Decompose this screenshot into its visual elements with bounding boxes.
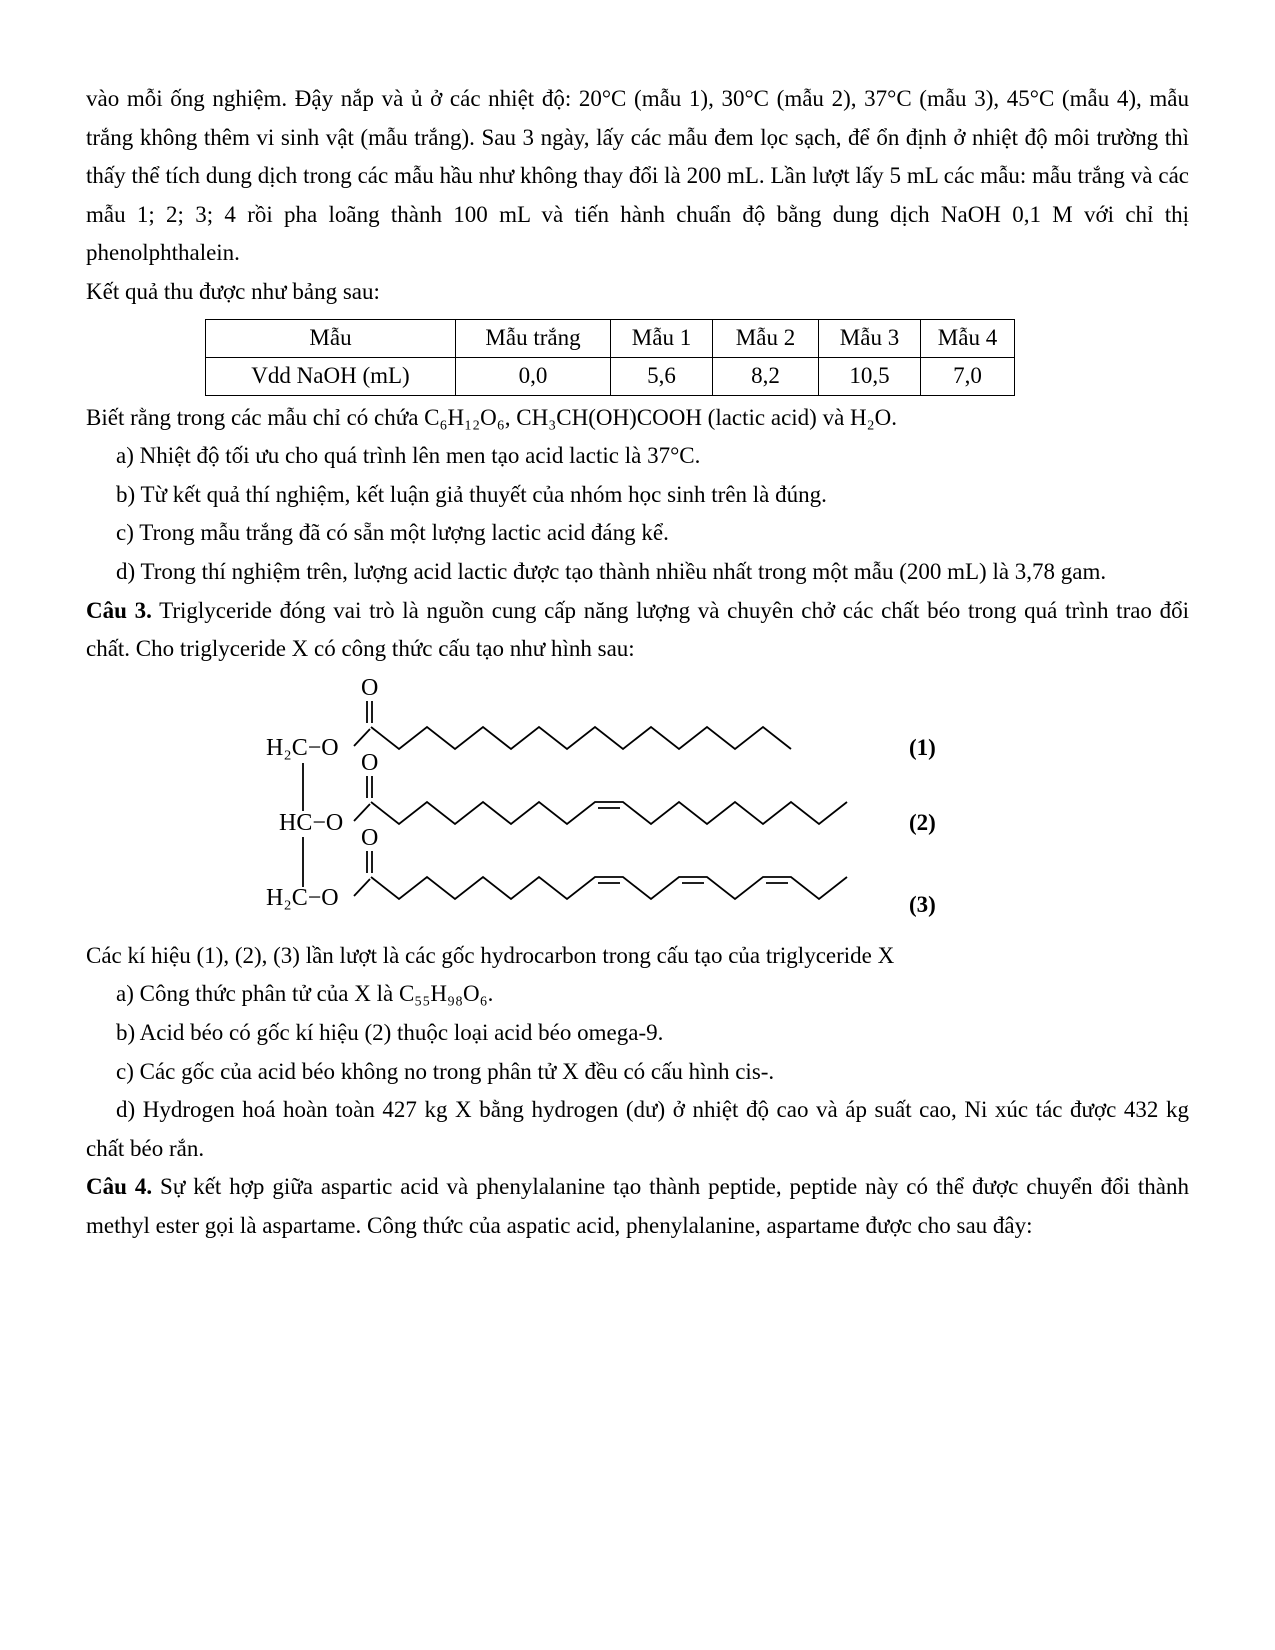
- statement-q2-b: b) Từ kết quả thí nghiệm, kết luận giả thuyết của nhóm học sinh trên là đúng.: [116, 481, 827, 507]
- table-header-cell: Mẫu 1: [611, 319, 713, 357]
- glycerol-ch2-bottom-label: H₂C−O: [266, 884, 339, 911]
- table-cell: 0,0: [456, 357, 611, 395]
- chain-3-label: (3): [909, 891, 936, 917]
- question-3-label: Câu 3.: [86, 597, 152, 623]
- statement-q2-c: c) Trong mẫu trắng đã có sẵn một lượng lactic acid đáng kể.: [116, 520, 669, 546]
- carbonyl-oxygen-label: O: [361, 749, 379, 776]
- note-composition: Biết rằng trong các mẫu chỉ có chứa C₆H₁₂O₆, CH₃CH(OH)COOH (lactic acid) và H₂O.: [86, 404, 898, 430]
- table-cell: 7,0: [921, 357, 1015, 395]
- triglyceride-figure: [261, 675, 1189, 933]
- question-4-text: Sự kết hợp giữa aspartic acid và phenylalanine tạo thành peptide, peptide này có thể được chuyển đổi thành methyl ester gọi là aspartame. Công thức của aspatic acid, phenylalanine, aspartame được cho sau đây:: [86, 1174, 1190, 1238]
- table-cell: 10,5: [819, 357, 921, 395]
- chain-2-label: (2): [909, 809, 936, 835]
- statement-q2-d: d) Trong thí nghiệm trên, lượng acid lactic được tạo thành nhiều nhất trong một mẫu (200 mL) là 3,78 gam.: [116, 558, 1107, 584]
- question-3: [86, 592, 1189, 669]
- carbonyl-oxygen-label: O: [361, 674, 379, 701]
- question-4: [86, 1168, 1189, 1245]
- statement-q2-a: a) Nhiệt độ tối ưu cho quá trình lên men tạo acid lactic là 37°C.: [116, 443, 701, 469]
- question-3-text: Triglyceride đóng vai trò là nguồn cung cấp năng lượng và chuyên chở các chất béo trong quá trình trao đổi chất. Cho triglyceride X có công thức cấu tạo như hình sau:: [86, 597, 1189, 662]
- carbonyl-oxygen-label: O: [361, 824, 379, 851]
- table-caption: Kết quả thu được như bảng sau:: [86, 278, 380, 304]
- glycerol-ch2-top-label: H₂C−O: [266, 734, 339, 761]
- question-4-label: Câu 4.: [86, 1174, 153, 1200]
- statement-q3-a: a) Công thức phân tử của X là C₅₅H₉₈O₆.: [116, 981, 494, 1007]
- results-table: [205, 319, 1015, 396]
- triglyceride-structure: [261, 675, 981, 927]
- table-cell: 8,2: [713, 357, 819, 395]
- table-header-cell: Mẫu 2: [713, 319, 819, 357]
- table-header-cell: Mẫu: [206, 319, 456, 357]
- statement-q3-b: b) Acid béo có gốc kí hiệu (2) thuộc loại acid béo omega-9.: [116, 1019, 664, 1045]
- paragraph-intro: vào mỗi ống nghiệm. Đậy nắp và ủ ở các nhiệt độ: 20°C (mẫu 1), 30°C (mẫu 2), 37°C (mẫu 3), 45°C (mẫu 4), mẫu trắng không thêm vi sinh vật (mẫu trắng). Sau 3 ngày, lấy các mẫu đem lọc sạch, để ổn định ở nhiệt độ môi trường thì thấy thể tích dung dịch trong các mẫu hầu như không thay đổi là 200 mL. Lần lượt lấy 5 mL các mẫu: mẫu trắng và các mẫu 1; 2; 3; 4 rồi pha loãng thành 100 mL và tiến hành chuẩn độ bằng dung dịch NaOH 0,1 M với chỉ thị phenolphthalein.: [86, 86, 1189, 266]
- chain-1-label: (1): [909, 734, 936, 760]
- glycerol-ch-middle-label: HC−O: [279, 809, 344, 836]
- figure-caption: Các kí hiệu (1), (2), (3) lần lượt là các gốc hydrocarbon trong cấu tạo của triglyceride X: [86, 942, 895, 968]
- table-cell: Vdd NaOH (mL): [206, 357, 456, 395]
- bond-lines: [303, 701, 847, 899]
- table-cell: 5,6: [611, 357, 713, 395]
- table-header-cell: Mẫu trắng: [456, 319, 611, 357]
- table-header-cell: Mẫu 4: [921, 319, 1015, 357]
- statement-q3-c: c) Các gốc của acid béo không no trong phân tử X đều có cấu hình cis-.: [116, 1058, 775, 1084]
- table-header-cell: Mẫu 3: [819, 319, 921, 357]
- table-data-row: [206, 357, 1015, 395]
- statement-q3-d: d) Hydrogen hoá hoàn toàn 427 kg X bằng hydrogen (dư) ở nhiệt độ cao và áp suất cao, Ni xúc tác được 432 kg chất béo rắn.: [86, 1097, 1189, 1161]
- table-header-row: [206, 319, 1015, 357]
